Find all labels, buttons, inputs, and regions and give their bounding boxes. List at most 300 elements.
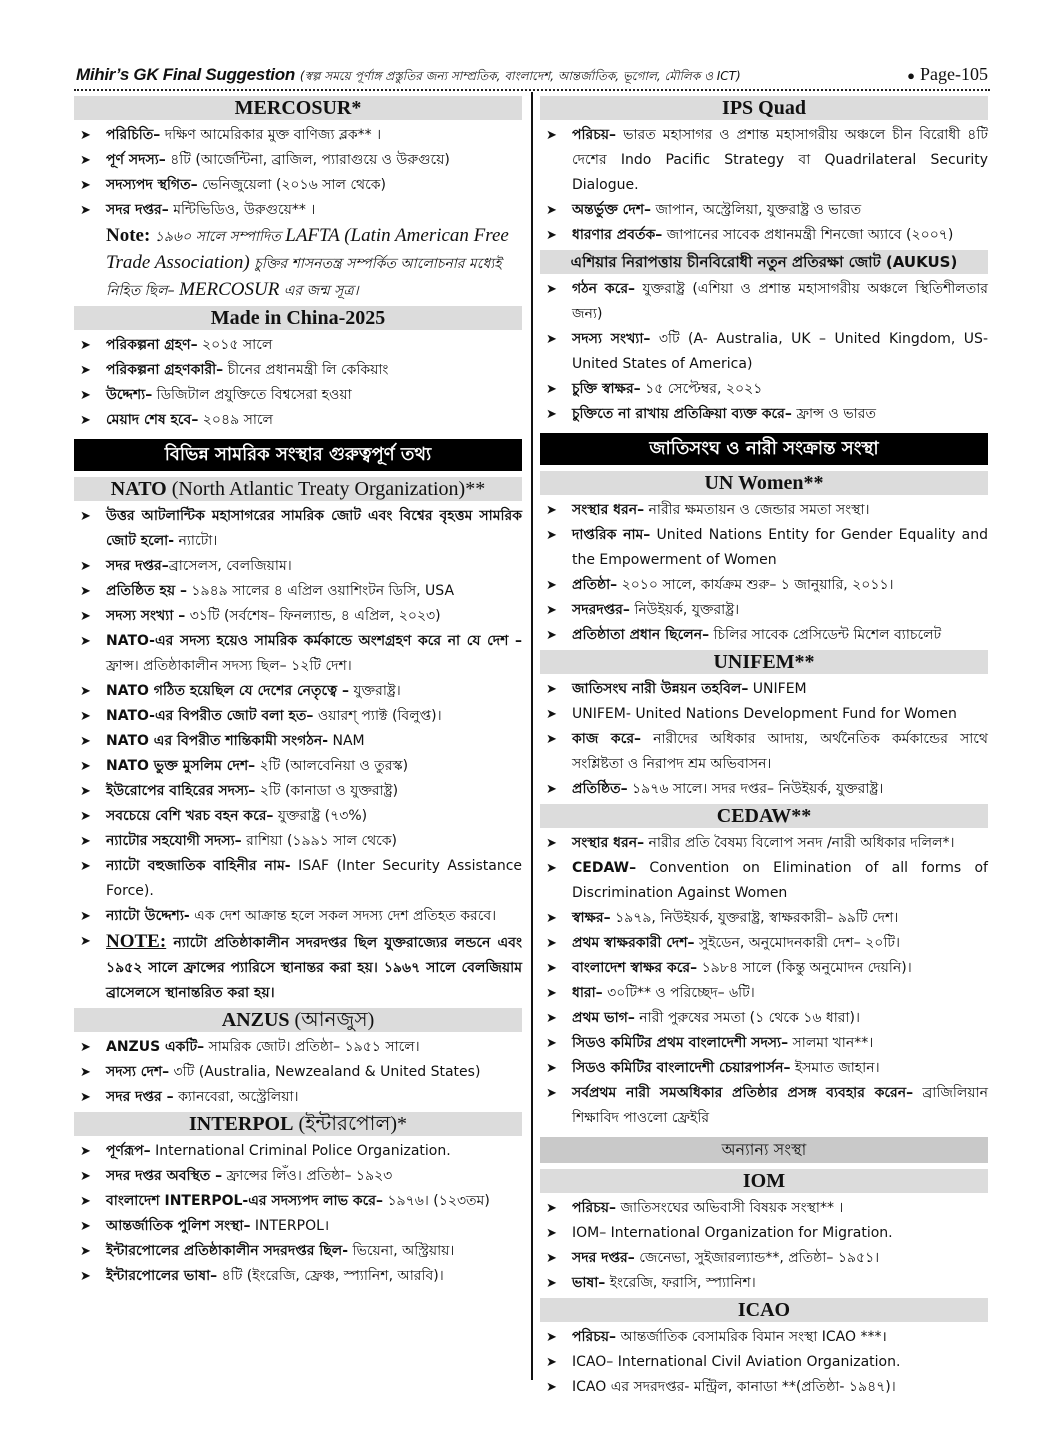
arrow-bullet-icon: ➤ bbox=[80, 1065, 91, 1080]
item-value: International Criminal Police Organization. bbox=[150, 1143, 451, 1159]
item-value: ২০১০ সালে, কার্যক্রম শুরু– ১ জানুয়ারি, ২০১১। bbox=[617, 577, 894, 593]
column-divider bbox=[531, 92, 533, 1380]
item-key: উত্তর আটলান্টিক মহাসাগরের সামরিক জোট এবং বিশ্বের বৃহত্তম সামরিক জোট হলো- bbox=[106, 508, 522, 549]
item-key: জাতিসংঘ নারী উন্নয়ন তহবিল– bbox=[572, 681, 749, 697]
list-item bbox=[540, 777, 988, 802]
arrow-bullet-icon: ➤ bbox=[80, 338, 91, 353]
item-key: বাংলাদেশ INTERPOL-এর সদস্যপদ লাভ করে– bbox=[106, 1193, 384, 1209]
item-key: ভাষা– bbox=[572, 1275, 606, 1291]
item-key: NATO-এর বিপরীত জোট বলা হত– bbox=[106, 708, 314, 724]
list-item bbox=[540, 1271, 988, 1296]
list-item bbox=[540, 1221, 988, 1246]
item-key: সিডও কমিটির বাংলাদেশী চেয়ারপার্সন– bbox=[572, 1060, 791, 1076]
nato-list bbox=[74, 504, 522, 929]
arrow-bullet-icon: ➤ bbox=[546, 1036, 557, 1051]
arrow-bullet-icon: ➤ bbox=[546, 1355, 557, 1370]
list-item bbox=[540, 677, 988, 702]
item-value: ১৫ সেপ্টেম্বর, ২০২১ bbox=[640, 381, 763, 397]
list-item bbox=[540, 1325, 988, 1350]
item-value: ভেনিজুয়েলা (২০১৬ সাল থেকে) bbox=[197, 177, 386, 193]
iom-list bbox=[540, 1196, 988, 1296]
list-item bbox=[540, 1350, 988, 1375]
section-title-ips-quad: IPS Quad bbox=[540, 96, 988, 120]
item-value: জাপান, অস্ট্রেলিয়া, যুক্তরাষ্ট্র ও ভারত bbox=[651, 202, 862, 218]
nato-note bbox=[74, 929, 522, 1006]
item-value: জাতিসংঘের অভিবাসী বিষয়ক সংস্থা** । bbox=[616, 1200, 844, 1216]
item-key: ধারা– bbox=[572, 985, 603, 1001]
item-key: NATO গঠিত হয়েছিল যে দেশের নেতৃত্বে – bbox=[106, 683, 349, 699]
item-key: সংস্থার ধরন– bbox=[572, 502, 645, 518]
item-key: প্রথম ভাগ– bbox=[572, 1010, 635, 1026]
item-value: ন্যাটো। bbox=[174, 533, 218, 549]
arrow-bullet-icon: ➤ bbox=[80, 809, 91, 824]
arrow-bullet-icon: ➤ bbox=[80, 784, 91, 799]
item-key: স্বাক্ষর– bbox=[572, 910, 611, 926]
page-header bbox=[76, 64, 988, 90]
list-item bbox=[540, 831, 988, 856]
item-key: সদস্যপদ স্থগিত– bbox=[106, 177, 198, 193]
note-text: এর জন্ম সূত্র। bbox=[279, 283, 359, 299]
item-key: ন্যাটোর সহযোগী সদস্য– bbox=[106, 833, 242, 849]
ips-list bbox=[540, 123, 988, 248]
item-key: বাংলাদেশ স্বাক্ষর করে– bbox=[572, 960, 698, 976]
item-key: সর্বপ্রথম নারী সমঅধিকার প্রতিষ্ঠার প্রসঙ্গ ব্যবহার করেন– bbox=[572, 1085, 914, 1101]
item-key: সদর দপ্তর– bbox=[106, 202, 169, 218]
list-item bbox=[540, 123, 988, 198]
item-value: ৪টি (আর্জেন্টিনা, ব্রাজিল, প্যারাগুয়ে ও উরুগুয়ে) bbox=[165, 152, 450, 168]
nato-abbr: NATO bbox=[110, 478, 167, 500]
arrow-bullet-icon: ➤ bbox=[546, 1330, 557, 1345]
list-item bbox=[74, 1214, 522, 1239]
list-item bbox=[74, 1139, 522, 1164]
item-key: গঠন করে– bbox=[572, 281, 636, 297]
arrow-bullet-icon: ➤ bbox=[546, 782, 557, 797]
item-value: ২০৪৯ সালে bbox=[198, 412, 273, 428]
item-key: সদর দপ্তর অবস্থিত – bbox=[106, 1168, 223, 1184]
anzus-bangla: (আনজুস) bbox=[289, 1009, 375, 1031]
item-value: দক্ষিণ আমেরিকার মুক্ত বাণিজ্য ব্লক** । bbox=[160, 127, 382, 143]
item-value: ICAO– International Civil Aviation Organization. bbox=[572, 1354, 901, 1370]
arrow-bullet-icon: ➤ bbox=[546, 203, 557, 218]
item-value: যুক্তরাষ্ট্র (৭৩%) bbox=[273, 808, 368, 824]
item-value: ৪টি (ইংরেজি, ফ্রেঞ্চ, স্প্যানিশ, আরবি)। bbox=[217, 1268, 444, 1284]
item-key: ন্যাটো উদ্দেশ্য- bbox=[106, 908, 190, 924]
list-item bbox=[540, 573, 988, 598]
list-item bbox=[540, 931, 988, 956]
arrow-bullet-icon: ➤ bbox=[546, 228, 557, 243]
list-item bbox=[74, 854, 522, 904]
arrow-bullet-icon: ➤ bbox=[546, 1061, 557, 1076]
arrow-bullet-icon: ➤ bbox=[546, 911, 557, 926]
item-key: পূর্ণ সদস্য– bbox=[106, 152, 166, 168]
arrow-bullet-icon: ➤ bbox=[80, 1040, 91, 1055]
item-value: NAM bbox=[328, 733, 365, 749]
section-title-unifem: UNIFEM** bbox=[540, 650, 988, 674]
page-number bbox=[907, 64, 988, 85]
arrow-bullet-icon: ➤ bbox=[80, 584, 91, 599]
arrow-bullet-icon: ➤ bbox=[80, 1244, 91, 1259]
arrow-bullet-icon: ➤ bbox=[80, 1090, 91, 1105]
list-item bbox=[74, 554, 522, 579]
anzus-abbr: ANZUS bbox=[221, 1009, 290, 1031]
item-value: মন্টিভিডিও, উরুগুয়ে** । bbox=[168, 202, 316, 218]
item-key: সদস্য দেশ– bbox=[106, 1064, 170, 1080]
section-title-un-women: UN Women** bbox=[540, 471, 988, 495]
interpol-bangla: (ইন্টারপোল)* bbox=[293, 1113, 408, 1135]
item-key: ধারণার প্রবর্তক– bbox=[572, 227, 663, 243]
list-item bbox=[540, 498, 988, 523]
arrow-bullet-icon: ➤ bbox=[80, 128, 91, 143]
item-value: এক দেশ আক্রান্ত হলে সকল সদস্য দেশ প্রতিহত করবে। bbox=[189, 908, 497, 924]
arrow-bullet-icon: ➤ bbox=[546, 1276, 557, 1291]
anzus-list bbox=[74, 1035, 522, 1110]
list-item bbox=[540, 223, 988, 248]
nato-note-list bbox=[74, 929, 522, 1006]
arrow-bullet-icon: ➤ bbox=[546, 1226, 557, 1241]
arrow-bullet-icon: ➤ bbox=[80, 203, 91, 218]
item-key: প্রতিষ্ঠা– bbox=[572, 577, 618, 593]
item-value: ৩১টি (সর্বশেষ– ফিনল্যান্ড, ৪ এপ্রিল, ২০২৩) bbox=[185, 608, 441, 624]
item-key: দাপ্তরিক নাম– bbox=[572, 527, 651, 543]
item-key: NATO-এর সদস্য হয়েও সামরিক কর্মকান্ডে অংশগ্রহণ করে না যে দেশ – bbox=[106, 633, 522, 649]
arrow-bullet-icon: ➤ bbox=[546, 282, 557, 297]
list-item bbox=[540, 1056, 988, 1081]
item-key: ইন্টারপোলের ভাষা– bbox=[106, 1268, 218, 1284]
list-item bbox=[540, 1031, 988, 1056]
arrow-bullet-icon: ➤ bbox=[80, 1169, 91, 1184]
item-key: পরিচয়– bbox=[572, 127, 617, 143]
item-key: ANZUS একটি– bbox=[106, 1039, 205, 1055]
arrow-bullet-icon: ➤ bbox=[80, 559, 91, 574]
item-value: নিউইয়র্ক, যুক্তরাষ্ট্র। bbox=[629, 602, 740, 618]
band-other-orgs: অন্যান্য সংস্থা bbox=[540, 1137, 988, 1163]
item-value: আন্তর্জাতিক বেসামরিক বিমান সংস্থা ICAO ***। bbox=[616, 1329, 887, 1345]
list-item bbox=[74, 704, 522, 729]
item-value: ইংরেজি, ফরাসি, স্প্যানিশ। bbox=[605, 1275, 756, 1291]
item-key: NATO ভুক্ত মুসলিম দেশ– bbox=[106, 758, 256, 774]
list-item bbox=[74, 904, 522, 929]
list-item bbox=[74, 1189, 522, 1214]
list-item bbox=[74, 408, 522, 433]
item-value: ইসমাত জাহান। bbox=[790, 1060, 880, 1076]
section-title-iom: IOM bbox=[540, 1169, 988, 1193]
item-value: ৩টি (Australia, Newzealand & United States) bbox=[169, 1064, 481, 1080]
note-lafta: LAFTA (Latin American Free Trade Association) bbox=[106, 225, 509, 273]
item-key: পূর্ণরূপ– bbox=[106, 1143, 151, 1159]
arrow-bullet-icon: ➤ bbox=[80, 509, 91, 524]
item-value: ডিজিটাল প্রযুক্তিতে বিশ্বসেরা হওয়া bbox=[152, 387, 352, 403]
band-un-women-orgs: জাতিসংঘ ও নারী সংক্রান্ত সংস্থা bbox=[540, 433, 988, 465]
arrow-bullet-icon: ➤ bbox=[546, 1086, 557, 1101]
cedaw-list bbox=[540, 831, 988, 1131]
item-value: ২০১৫ সালে bbox=[197, 337, 273, 353]
aukus-list bbox=[540, 277, 988, 427]
list-item bbox=[540, 1006, 988, 1031]
item-value: ফ্রান্স। প্রতিষ্ঠাকালীন সদস্য ছিল– ১২টি দেশ। bbox=[106, 658, 352, 674]
list-item bbox=[540, 402, 988, 427]
item-value: নারীর প্রতি বৈষম্য বিলোপ সনদ /নারী অধিকার দলিল*। bbox=[644, 835, 955, 851]
arrow-bullet-icon: ➤ bbox=[546, 707, 557, 722]
section-title-interpol bbox=[74, 1112, 522, 1136]
arrow-bullet-icon: ➤ bbox=[546, 961, 557, 976]
list-item bbox=[74, 358, 522, 383]
item-value: ১৯৪৯ সালের ৪ এপ্রিল ওয়াশিংটন ডিসি, USA bbox=[186, 583, 455, 599]
list-item bbox=[540, 198, 988, 223]
note-label: Note: bbox=[106, 225, 151, 246]
arrow-bullet-icon: ➤ bbox=[80, 934, 91, 949]
arrow-bullet-icon: ➤ bbox=[546, 861, 557, 876]
item-key: পরিচিতি– bbox=[106, 127, 161, 143]
arrow-bullet-icon: ➤ bbox=[546, 528, 557, 543]
list-item bbox=[74, 1239, 522, 1264]
item-value: UNIFEM- United Nations Development Fund for Women bbox=[572, 706, 957, 722]
section-title-made-in-china: Made in China-2025 bbox=[74, 306, 522, 330]
list-item bbox=[540, 906, 988, 931]
item-value: রাশিয়া (১৯৯১ সাল থেকে) bbox=[241, 833, 398, 849]
arrow-bullet-icon: ➤ bbox=[80, 178, 91, 193]
list-item bbox=[540, 523, 988, 573]
item-key: প্রতিষ্ঠাতা প্রধান ছিলেন– bbox=[572, 627, 710, 643]
arrow-bullet-icon: ➤ bbox=[80, 759, 91, 774]
arrow-bullet-icon: ➤ bbox=[546, 1251, 557, 1266]
list-item bbox=[74, 1164, 522, 1189]
item-key: সদরদপ্তর– bbox=[572, 602, 630, 618]
list-item bbox=[74, 148, 522, 173]
item-key: সদস্য সংখ্যা – bbox=[106, 608, 186, 624]
list-item bbox=[540, 1375, 988, 1400]
list-item bbox=[74, 579, 522, 604]
icao-list bbox=[540, 1325, 988, 1400]
arrow-bullet-icon: ➤ bbox=[80, 834, 91, 849]
arrow-bullet-icon: ➤ bbox=[80, 413, 91, 428]
item-key: প্রতিষ্ঠিত– bbox=[572, 781, 628, 797]
arrow-bullet-icon: ➤ bbox=[546, 682, 557, 697]
item-key: ন্যাটো বহুজাতিক বাহিনীর নাম- bbox=[106, 858, 291, 874]
list-item bbox=[74, 123, 522, 148]
item-value: ভারত মহাসাগর ও প্রশান্ত মহাসাগরীয় অঞ্চলে চীন বিরোধী ৪টি দেশের Indo Pacific Strategy বা Quadrilateral Security Dialogue. bbox=[572, 127, 988, 193]
item-key: সবচেয়ে বেশি খরচ বহন করে– bbox=[106, 808, 274, 824]
item-key: সদর দপ্তর – bbox=[106, 1089, 174, 1105]
arrow-bullet-icon: ➤ bbox=[546, 128, 557, 143]
item-value: ১৯৮৪ সালে (কিন্তু অনুমোদন দেয়নি)। bbox=[697, 960, 912, 976]
arrow-bullet-icon: ➤ bbox=[546, 986, 557, 1001]
mercosur-note bbox=[74, 223, 522, 304]
note-text: ১৯৬০ সালে সম্পাদিত bbox=[150, 229, 286, 245]
item-value: IOM– International Organization for Migration. bbox=[572, 1225, 893, 1241]
unifem-list bbox=[540, 677, 988, 802]
section-title-icao: ICAO bbox=[540, 1298, 988, 1322]
item-value: সামরিক জোট। প্রতিষ্ঠা– ১৯৫১ সালে। bbox=[204, 1039, 420, 1055]
item-key: পরিকল্পনা গ্রহণকারী– bbox=[106, 362, 224, 378]
left-column bbox=[74, 94, 522, 1289]
arrow-bullet-icon: ➤ bbox=[546, 407, 557, 422]
list-item bbox=[540, 856, 988, 906]
item-value: ৩০টি** ও পরিচ্ছেদ– ৬টি। bbox=[602, 985, 755, 1001]
page-label: Page-105 bbox=[920, 64, 988, 84]
item-value: ওয়ারশ্ প্যাক্ট (বিলুপ্ত)। bbox=[313, 708, 442, 724]
item-value: সুইডেন, অনুমোদনকারী দেশ– ২০টি। bbox=[694, 935, 900, 951]
item-key: প্রথম স্বাক্ষরকারী দেশ– bbox=[572, 935, 695, 951]
arrow-bullet-icon: ➤ bbox=[546, 936, 557, 951]
item-value: সালমা খান**। bbox=[788, 1035, 874, 1051]
list-item bbox=[540, 1246, 988, 1271]
item-key: NATO এর বিপরীত শান্তিকামী সংগঠন- bbox=[106, 733, 329, 749]
arrow-bullet-icon: ➤ bbox=[546, 578, 557, 593]
arrow-bullet-icon: ➤ bbox=[546, 836, 557, 851]
list-item bbox=[74, 629, 522, 679]
book-title: Mihir’s GK Final Suggestion bbox=[76, 65, 295, 84]
list-item bbox=[540, 377, 988, 402]
arrow-bullet-icon: ➤ bbox=[80, 1219, 91, 1234]
list-item bbox=[74, 829, 522, 854]
list-item bbox=[74, 779, 522, 804]
section-title-anzus bbox=[74, 1008, 522, 1032]
list-item bbox=[540, 1081, 988, 1131]
item-key: পরিচয়– bbox=[572, 1200, 617, 1216]
item-key: উদ্দেশ্য– bbox=[106, 387, 153, 403]
list-item bbox=[74, 1060, 522, 1085]
arrow-bullet-icon: ➤ bbox=[80, 1144, 91, 1159]
section-title-mercosur: MERCOSUR* bbox=[74, 96, 522, 120]
item-value: চিলির সাবেক প্রেসিডেন্ট মিশেল ব্যাচলেট bbox=[709, 627, 942, 643]
item-value: ব্রাসেলস, বেলজিয়াম। bbox=[168, 558, 292, 574]
item-key: CEDAW– bbox=[572, 860, 637, 876]
item-key: আন্তর্জাতিক পুলিশ সংস্থা– bbox=[106, 1218, 251, 1234]
arrow-bullet-icon: ➤ bbox=[546, 732, 557, 747]
item-value: নারী পুরুষের সমতা (১ থেকে ১৬ ধারা)। bbox=[634, 1010, 861, 1026]
item-key: মেয়াদ শেষ হবে– bbox=[106, 412, 199, 428]
arrow-bullet-icon: ➤ bbox=[546, 1011, 557, 1026]
arrow-bullet-icon: ➤ bbox=[80, 709, 91, 724]
item-value: ISAF (Inter Security Assistance Force). bbox=[106, 858, 523, 899]
item-key: চুক্তি স্বাক্ষর– bbox=[572, 381, 641, 397]
item-value: জেনেভা, সুইজারল্যান্ড**, প্রতিষ্ঠা– ১৯৫১। bbox=[634, 1250, 880, 1266]
arrow-bullet-icon: ➤ bbox=[546, 332, 557, 347]
item-value: United Nations Entity for Gender Equality and the Empowerment of Women bbox=[572, 527, 988, 568]
list-item bbox=[74, 679, 522, 704]
item-key: সদস্য সংখ্যা– bbox=[572, 331, 651, 347]
list-item bbox=[540, 727, 988, 777]
list-item bbox=[74, 604, 522, 629]
note-label: NOTE: bbox=[106, 931, 167, 952]
item-value: ক্যানবেরা, অস্ট্রেলিয়া। bbox=[173, 1089, 299, 1105]
item-value: ১৯৭৯, নিউইয়র্ক, যুক্তরাষ্ট্র, স্বাক্ষরকারী– ৯৯টি দেশ। bbox=[610, 910, 899, 926]
item-key: ইন্টারপোলের প্রতিষ্ঠাকালীন সদরদপ্তর ছিল- bbox=[106, 1243, 349, 1259]
section-title-cedaw: CEDAW** bbox=[540, 804, 988, 828]
list-item bbox=[74, 198, 522, 223]
item-value: Convention on Elimination of all forms of Discrimination Against Women bbox=[572, 860, 988, 901]
item-value: ৩টি (A- Australia, UK – United Kingdom, US- United States of America) bbox=[572, 331, 988, 372]
item-key: প্রতিষ্ঠিত হয় – bbox=[106, 583, 187, 599]
arrow-bullet-icon: ➤ bbox=[80, 734, 91, 749]
list-item bbox=[540, 1196, 988, 1221]
item-key: ইউরোপের বাহিরের সদস্য– bbox=[106, 783, 256, 799]
list-item bbox=[74, 1035, 522, 1060]
book-subtitle: (স্বল্প সময়ে পূর্ণাঙ্গ প্রস্তুতির জন্য সাম্প্রতিক, বাংলাদেশ, আন্তর্জাতিক, ভূগোল, মৌলিক ও ICT) bbox=[299, 69, 741, 83]
item-value: ফ্রান্সের লিঁও। প্রতিষ্ঠা– ১৯২৩ bbox=[222, 1168, 393, 1184]
item-key: পরিকল্পনা গ্রহণ– bbox=[106, 337, 198, 353]
item-value: ব্রাজিলিয়ান শিক্ষাবিদ পাওলো ফ্রেইরি bbox=[572, 1085, 988, 1126]
arrow-bullet-icon: ➤ bbox=[80, 363, 91, 378]
item-value: যুক্তরাষ্ট্র। bbox=[349, 683, 401, 699]
item-key: পরিচয়– bbox=[572, 1329, 617, 1345]
item-value: ১৯৭৬। (১২৩তম) bbox=[383, 1193, 490, 1209]
list-item bbox=[74, 1264, 522, 1289]
right-column bbox=[540, 94, 988, 1400]
item-value: জাপানের সাবেক প্রধানমন্ত্রী শিনজো অ্যাবে (২০০৭) bbox=[662, 227, 954, 243]
note-mercosur: MERCOSUR bbox=[179, 279, 280, 300]
item-value: ২টি (কানাডা ও যুক্তরাষ্ট্র) bbox=[255, 783, 399, 799]
list-item bbox=[74, 754, 522, 779]
band-military-orgs: বিভিন্ন সামরিক সংস্থার গুরুত্বপূর্ণ তথ্য bbox=[74, 439, 522, 471]
item-value: ১৯৭৬ সালে। সদর দপ্তর– নিউইয়র্ক, যুক্তরাষ্ট্র। bbox=[627, 781, 884, 797]
item-value: ফ্রান্স ও ভারত bbox=[791, 406, 876, 422]
arrow-bullet-icon: ➤ bbox=[80, 1269, 91, 1284]
item-value: INTERPOL। bbox=[250, 1218, 330, 1234]
list-item bbox=[74, 804, 522, 829]
list-item bbox=[74, 383, 522, 408]
list-item bbox=[540, 956, 988, 981]
section-title-aukus: এশিয়ার নিরাপত্তায় চীনবিরোধী নতুন প্রতিরক্ষা জোট (AUKUS) bbox=[540, 250, 988, 274]
arrow-bullet-icon: ➤ bbox=[546, 382, 557, 397]
list-item bbox=[540, 277, 988, 327]
item-key: অন্তর্ভুক্ত দেশ– bbox=[572, 202, 651, 218]
arrow-bullet-icon: ➤ bbox=[546, 1201, 557, 1216]
list-item bbox=[74, 173, 522, 198]
china-list bbox=[74, 333, 522, 433]
item-value: ভিয়েনা, অস্ট্রিয়ায়। bbox=[348, 1243, 455, 1259]
section-title-nato bbox=[74, 477, 522, 501]
item-key: সদর দপ্তর– bbox=[572, 1250, 635, 1266]
list-item bbox=[74, 504, 522, 554]
list-item bbox=[540, 702, 988, 727]
item-value: নারীদের অধিকার আদায়, অর্থনৈতিক কর্মকান্ডের সাথে সংশ্লিষ্টতা ও নিরাপদ শ্রম অভিবাসন। bbox=[572, 731, 988, 772]
item-key: সংস্থার ধরন– bbox=[572, 835, 645, 851]
list-item bbox=[540, 327, 988, 377]
arrow-bullet-icon: ➤ bbox=[546, 628, 557, 643]
item-key: সিডও কমিটির প্রথম বাংলাদেশী সদস্য– bbox=[572, 1035, 789, 1051]
note-text: চুক্তির শাসনতন্ত্র সম্পর্কিত আলোচনার মধ্যেই নিহিত ছিল– bbox=[106, 256, 502, 299]
arrow-bullet-icon: ➤ bbox=[546, 1380, 557, 1395]
list-item bbox=[540, 623, 988, 648]
header-dotted-rule bbox=[74, 89, 990, 91]
list-item bbox=[74, 729, 522, 754]
item-value: ICAO এর সদরদপ্তর- মন্ট্রিল, কানাডা **(প্রতিষ্ঠা- ১৯৪৭)। bbox=[572, 1379, 896, 1395]
item-key: চুক্তিতে না রাখায় প্রতিক্রিয়া ব্যক্ত করে– bbox=[572, 406, 792, 422]
item-key: সদর দপ্তর– bbox=[106, 558, 169, 574]
interpol-abbr: INTERPOL bbox=[188, 1113, 294, 1135]
arrow-bullet-icon: ➤ bbox=[80, 609, 91, 624]
arrow-bullet-icon: ➤ bbox=[80, 1194, 91, 1209]
arrow-bullet-icon: ➤ bbox=[546, 603, 557, 618]
list-item bbox=[74, 1085, 522, 1110]
list-item bbox=[540, 981, 988, 1006]
list-item bbox=[74, 333, 522, 358]
arrow-bullet-icon: ➤ bbox=[80, 388, 91, 403]
item-key: কাজ করে– bbox=[572, 731, 642, 747]
list-item bbox=[540, 598, 988, 623]
arrow-bullet-icon: ➤ bbox=[80, 153, 91, 168]
item-value: নারীর ক্ষমতায়ন ও জেন্ডার সমতা সংস্থা। bbox=[644, 502, 870, 518]
item-value: যুক্তরাষ্ট্র (এশিয়া ও প্রশান্ত মহাসাগরীয় অঞ্চলে স্থিতিশীলতার জন্য) bbox=[572, 281, 988, 322]
bullet-dot-icon: ● bbox=[907, 68, 916, 83]
arrow-bullet-icon: ➤ bbox=[546, 503, 557, 518]
arrow-bullet-icon: ➤ bbox=[80, 684, 91, 699]
item-value: চীনের প্রধানমন্ত্রী লি কেকিয়াং bbox=[223, 362, 389, 378]
unwomen-list bbox=[540, 498, 988, 648]
item-value: ২টি (আলবেনিয়া ও তুরস্ক) bbox=[255, 758, 409, 774]
mercosur-list bbox=[74, 123, 522, 223]
